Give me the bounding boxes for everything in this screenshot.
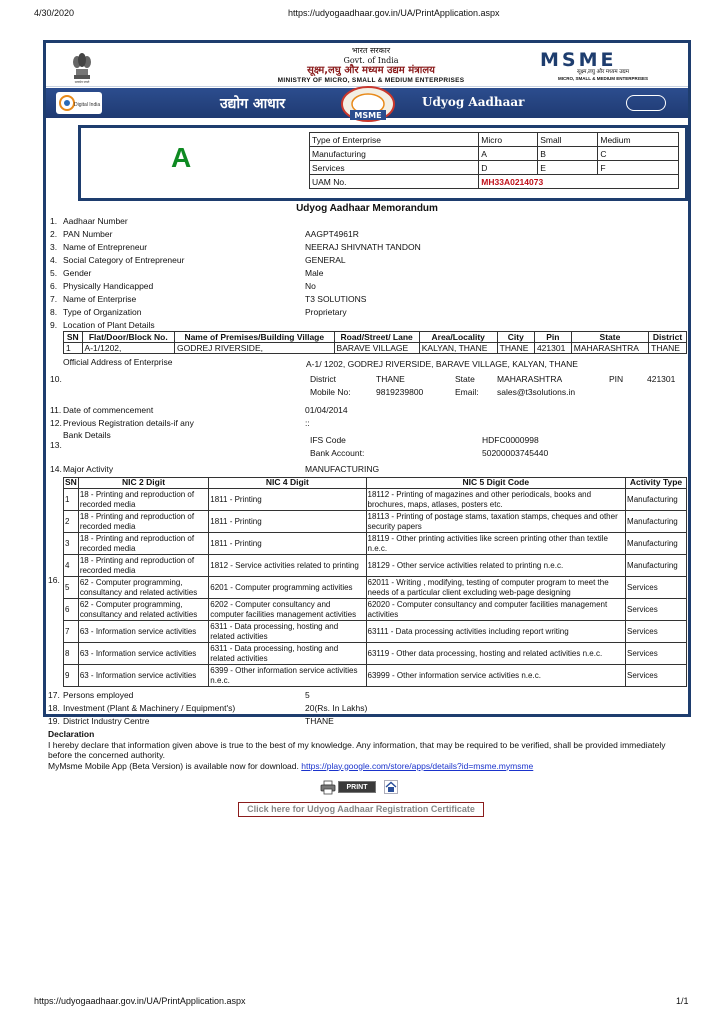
table-cell: Services	[626, 599, 687, 621]
table-cell: 9	[64, 665, 79, 687]
field-value: 20(Rs. In Lakhs)	[305, 703, 368, 713]
table-cell: 8	[64, 643, 79, 665]
table-cell: 62 - Computer programming, consultancy and related activities	[78, 577, 208, 599]
table-cell: THANE	[649, 343, 687, 354]
table-cell: C	[598, 147, 679, 161]
digital-india-text: Digital India	[74, 102, 101, 108]
table-cell: 2	[64, 511, 79, 533]
table-cell: 18 - Printing and reproduction of recorded media	[78, 533, 208, 555]
field-row	[46, 463, 688, 475]
table-cell: Type of Enterprise	[310, 133, 479, 147]
table-cell: 6311 - Data processing, hosting and related activities	[209, 643, 366, 665]
field-number: 6.	[50, 281, 58, 291]
field-number: 17.	[48, 690, 60, 700]
field-row	[46, 702, 688, 714]
table-cell: 1	[64, 343, 83, 354]
table-row	[310, 161, 679, 175]
national-emblem-icon	[68, 49, 96, 83]
banner-badge	[626, 95, 666, 111]
field-label: Major Activity	[63, 464, 114, 474]
column-header: Flat/Door/Block No.	[82, 332, 174, 343]
home-icon[interactable]	[384, 780, 398, 794]
column-header: District	[649, 332, 687, 343]
field-value: 5	[305, 690, 310, 700]
table-cell: 62011 - Writing , modifying, testing of computer program to meet the needs of a particular client excluding web-page designing	[366, 577, 626, 599]
plant-location-table	[63, 331, 687, 354]
table-row	[310, 133, 679, 147]
table-cell: 6311 - Data processing, hosting and related activities	[209, 621, 366, 643]
table-cell: E	[538, 161, 598, 175]
field-row	[46, 715, 688, 727]
table-cell: 63111 - Data processing activities including report writing	[366, 621, 626, 643]
email-label: Email:	[455, 387, 479, 397]
udyog-aadhaar-banner	[46, 88, 688, 118]
column-header: NIC 2 Digit	[78, 478, 208, 489]
field-row	[46, 215, 688, 227]
table-cell: Services	[626, 643, 687, 665]
column-header: NIC 5 Digit Code	[366, 478, 626, 489]
field-row	[46, 241, 688, 253]
field-number: 11.	[50, 405, 62, 415]
table-cell: 18 - Printing and reproduction of recorded media	[78, 511, 208, 533]
uam-number: MH33A0214073	[479, 175, 679, 189]
memorandum-title: Udyog Aadhaar Memorandum	[296, 203, 438, 214]
print-url: https://udyogaadhaar.gov.in/UA/PrintApplication.aspx	[288, 8, 500, 18]
table-cell: Medium	[598, 133, 679, 147]
column-header: SN	[65, 477, 77, 488]
column-header: Area/Locality	[419, 332, 497, 343]
column-header: NIC 4 Digit	[209, 478, 366, 489]
field-label: Previous Registration details-if any	[63, 418, 194, 428]
printer-icon	[320, 780, 336, 795]
table-cell: 421301	[534, 343, 571, 354]
field-label: Aadhaar Number	[63, 216, 128, 226]
field-row	[46, 280, 688, 292]
field-value: NEERAJ SHIVNATH TANDON	[305, 242, 421, 252]
print-date: 4/30/2020	[34, 8, 75, 18]
play-store-link[interactable]: https://play.google.com/store/apps/details?id=msme.mymsme	[301, 760, 534, 771]
table-cell: 1811 - Printing	[209, 511, 366, 533]
table-cell: 63119 - Other data processing, hosting and related activities n.e.c.	[366, 643, 626, 665]
table-cell: 63999 - Other information service activities n.e.c.	[366, 665, 626, 687]
print-button[interactable]	[320, 780, 376, 795]
pin-value: 421301	[647, 374, 676, 384]
table-row	[64, 511, 687, 533]
field-label: Persons employed	[63, 690, 134, 700]
msme-sub-english: MICRO, SMALL & MEDIUM ENTERPRISES	[558, 76, 648, 81]
app-promo-text: MyMsme Mobile App (Beta Version) is available now for download.	[48, 760, 302, 771]
state-label: State	[455, 374, 475, 384]
table-cell: 1812 - Service activities related to printing	[209, 555, 366, 577]
table-cell: 63 - Information service activities	[78, 643, 208, 665]
hindi-ministry: सूक्ष्म,लघु और मध्यम उद्यम मंत्रालय	[307, 65, 435, 76]
table-cell: A-1/1202,	[82, 343, 174, 354]
column-header: Pin	[534, 332, 571, 343]
table-cell: 7	[64, 621, 79, 643]
field-label: PAN Number	[63, 229, 113, 239]
table-row	[64, 555, 687, 577]
msme-seal-icon	[336, 86, 400, 122]
table-row	[64, 621, 687, 643]
msme-letters: MSME	[540, 49, 617, 71]
field-value: AAGPT4961R	[305, 229, 359, 239]
declaration-text: I hereby declare that information given above is true to the best of my knowledge. Any information, that may be required to be verified, shall be provided immediately before the concerned authority.	[48, 739, 666, 760]
field-value: THANE	[305, 716, 334, 726]
field-value: No	[305, 281, 316, 291]
field-number: 13.	[50, 440, 62, 450]
field-label: Date of commencement	[63, 405, 154, 415]
table-cell: Micro	[479, 133, 538, 147]
field-number: 5.	[50, 268, 58, 278]
msme-logo	[540, 51, 666, 83]
field-number: 18.	[48, 703, 60, 713]
table-cell: Services	[626, 577, 687, 599]
field-value: Male	[305, 268, 324, 278]
table-cell: Manufacturing	[626, 489, 687, 511]
field-label: Location of Plant Details	[63, 320, 155, 330]
table-cell: Small	[538, 133, 598, 147]
field-row	[46, 417, 688, 429]
table-cell: 63 - Information service activities	[78, 665, 208, 687]
digital-india-logo	[56, 92, 102, 114]
field-number: 19.	[48, 716, 60, 726]
govt-of-india: Govt. of India	[343, 56, 399, 65]
column-header: City	[497, 332, 534, 343]
field-row	[46, 689, 688, 701]
field-number: 1.	[50, 216, 58, 226]
field-row	[46, 306, 688, 318]
field-number: 14.	[50, 464, 62, 474]
field-value: GENERAL	[305, 255, 346, 265]
field-label: Social Category of Entrepreneur	[63, 255, 185, 265]
table-cell: 63 - Information service activities	[78, 621, 208, 643]
table-cell: 62 - Computer programming, consultancy and related activities	[78, 599, 208, 621]
table-cell: Services	[626, 621, 687, 643]
table-row	[64, 665, 687, 687]
table-cell: THANE	[497, 343, 534, 354]
table-row	[64, 343, 687, 354]
field-label: Gender	[63, 268, 92, 278]
table-cell: KALYAN, THANE	[419, 343, 497, 354]
table-cell: 6	[64, 599, 79, 621]
field-value: 01/04/2014	[305, 405, 348, 415]
declaration	[48, 729, 684, 771]
bank-details-label: Bank Details	[63, 430, 111, 440]
table-row	[64, 599, 687, 621]
field-number: 10.	[50, 374, 62, 384]
bank-account-value: 50200003745440	[482, 448, 549, 458]
table-cell: Services	[310, 161, 479, 175]
uam-label: UAM No.	[310, 175, 479, 189]
table-cell: Manufacturing	[626, 555, 687, 577]
field-number: 16.	[48, 575, 60, 585]
field-row	[46, 267, 688, 279]
table-row	[64, 489, 687, 511]
field-label: District Industry Centre	[63, 716, 150, 726]
field-label: Physically Handicapped	[63, 281, 154, 291]
field-value: T3 SOLUTIONS	[305, 294, 367, 304]
table-cell: 62020 - Computer consultancy and computer facilities management activities	[366, 599, 626, 621]
column-header: Road/Street/ Lane	[334, 332, 419, 343]
nic-activity-table	[63, 477, 687, 687]
ministry-english: MINISTRY OF MICRO, SMALL & MEDIUM ENTERPRISES	[277, 77, 465, 84]
table-row	[64, 533, 687, 555]
table-cell: 5	[64, 577, 79, 599]
field-label: Name of Entrepreneur	[63, 242, 148, 252]
district-value: THANE	[376, 374, 405, 384]
mobile-label: Mobile No:	[310, 387, 351, 397]
bank-account-label: Bank Account:	[310, 448, 365, 458]
field-number: 9.	[50, 320, 58, 330]
msme-sub-hindi: सूक्ष्म,लघु और मध्यम उद्यम	[576, 69, 630, 75]
official-address-value: A-1/ 1202, GODREJ RIVERSIDE, BARAVE VILLAGE, KALYAN, THANE	[306, 359, 578, 369]
footer-url: https://udyogaadhaar.gov.in/UA/PrintApplication.aspx	[34, 996, 246, 1006]
table-cell: B	[538, 147, 598, 161]
table-cell: 1811 - Printing	[209, 489, 366, 511]
field-row	[46, 404, 688, 416]
field-number: 2.	[50, 229, 58, 239]
table-cell: Manufacturing	[626, 533, 687, 555]
table-row	[310, 175, 679, 189]
field-label: Name of Enterprise	[63, 294, 137, 304]
registration-certificate-button[interactable]: Click here for Udyog Aadhaar Registration Certificate	[238, 802, 484, 817]
ministry-banner	[46, 43, 688, 87]
table-cell: Manufacturing	[310, 147, 479, 161]
classification-letter: A	[171, 142, 192, 173]
print-header	[0, 8, 724, 22]
table-cell: A	[479, 147, 538, 161]
table-cell: 18119 - Other printing activities like screen printing other than textile n.e.c.	[366, 533, 626, 555]
column-header: State	[571, 332, 648, 343]
table-cell: 18129 - Other service activities related to printing n.e.c.	[366, 555, 626, 577]
document-frame	[43, 40, 691, 771]
field-value: ::	[305, 418, 310, 428]
field-label: Type of Organization	[63, 307, 142, 317]
table-header-row	[64, 332, 687, 343]
table-cell: GODREJ RIVERSIDE,	[175, 343, 335, 354]
mobile-value: 9819239800	[376, 387, 424, 397]
enterprise-type-table	[309, 132, 679, 189]
field-value: Proprietary	[305, 307, 347, 317]
udyog-aadhaar-hindi: उद्योग आधार	[220, 96, 286, 112]
page-count: 1/1	[676, 996, 689, 1006]
official-address-label: Official Address of Enterprise	[63, 357, 173, 367]
field-number: 3.	[50, 242, 58, 252]
field-row	[46, 293, 688, 305]
field-number: 4.	[50, 255, 58, 265]
table-cell: 1	[64, 489, 79, 511]
table-cell: 4	[64, 555, 79, 577]
print-label: PRINT	[338, 781, 376, 793]
table-cell: F	[598, 161, 679, 175]
state-value: MAHARASHTRA	[497, 374, 563, 384]
table-cell: D	[479, 161, 538, 175]
table-cell: Manufacturing	[626, 511, 687, 533]
column-header: SN	[64, 332, 83, 343]
table-header-row	[64, 478, 687, 489]
table-cell: 18 - Printing and reproduction of recorded media	[78, 555, 208, 577]
table-row	[64, 643, 687, 665]
field-number: 7.	[50, 294, 58, 304]
table-cell: MAHARASHTRA	[571, 343, 648, 354]
table-row	[310, 147, 679, 161]
seal-text: MSME	[354, 111, 382, 120]
table-cell: Services	[626, 665, 687, 687]
ifs-label: IFS Code	[310, 435, 346, 445]
table-cell: 3	[64, 533, 79, 555]
column-header: Activity Type	[626, 478, 687, 489]
field-label: Investment (Plant & Machinery / Equipment's)	[63, 703, 236, 713]
table-cell: 18 - Printing and reproduction of recorded media	[78, 489, 208, 511]
field-number: 8.	[50, 307, 58, 317]
table-cell: 1811 - Printing	[209, 533, 366, 555]
field-value: MANUFACTURING	[305, 464, 380, 474]
email-value: sales@t3solutions.in	[497, 387, 576, 397]
table-cell: 6202 - Computer consultancy and computer facilities management activities	[209, 599, 366, 621]
table-cell: 18112 - Printing of magazines and other periodicals, books and brochures, maps, atlases, posters etc.	[366, 489, 626, 511]
pin-label: PIN	[609, 374, 624, 384]
enterprise-classification	[78, 125, 688, 201]
field-row	[46, 228, 688, 240]
udyog-aadhaar-english: Udyog Aadhaar	[422, 95, 525, 109]
table-cell: BARAVE VILLAGE	[334, 343, 419, 354]
table-row	[64, 577, 687, 599]
app-promo	[48, 761, 684, 772]
declaration-title: Declaration	[48, 729, 95, 739]
district-label: District	[310, 374, 336, 384]
hindi-govt: भारत सरकार	[351, 46, 391, 55]
table-cell: 6201 - Computer programming activities	[209, 577, 366, 599]
field-row	[46, 319, 688, 331]
table-cell: 18113 - Printing of postage stams, taxation stamps, cheques and other security papers	[366, 511, 626, 533]
field-row	[46, 254, 688, 266]
column-header: Name of Premises/Building Village	[175, 332, 335, 343]
ministry-title	[236, 46, 506, 86]
ifs-value: HDFC0000998	[482, 435, 539, 445]
table-cell: 6399 - Other information service activities n.e.c.	[209, 665, 366, 687]
svg-text:सत्यमेव जयते: सत्यमेव जयते	[74, 80, 90, 83]
field-number: 12.	[50, 418, 62, 428]
